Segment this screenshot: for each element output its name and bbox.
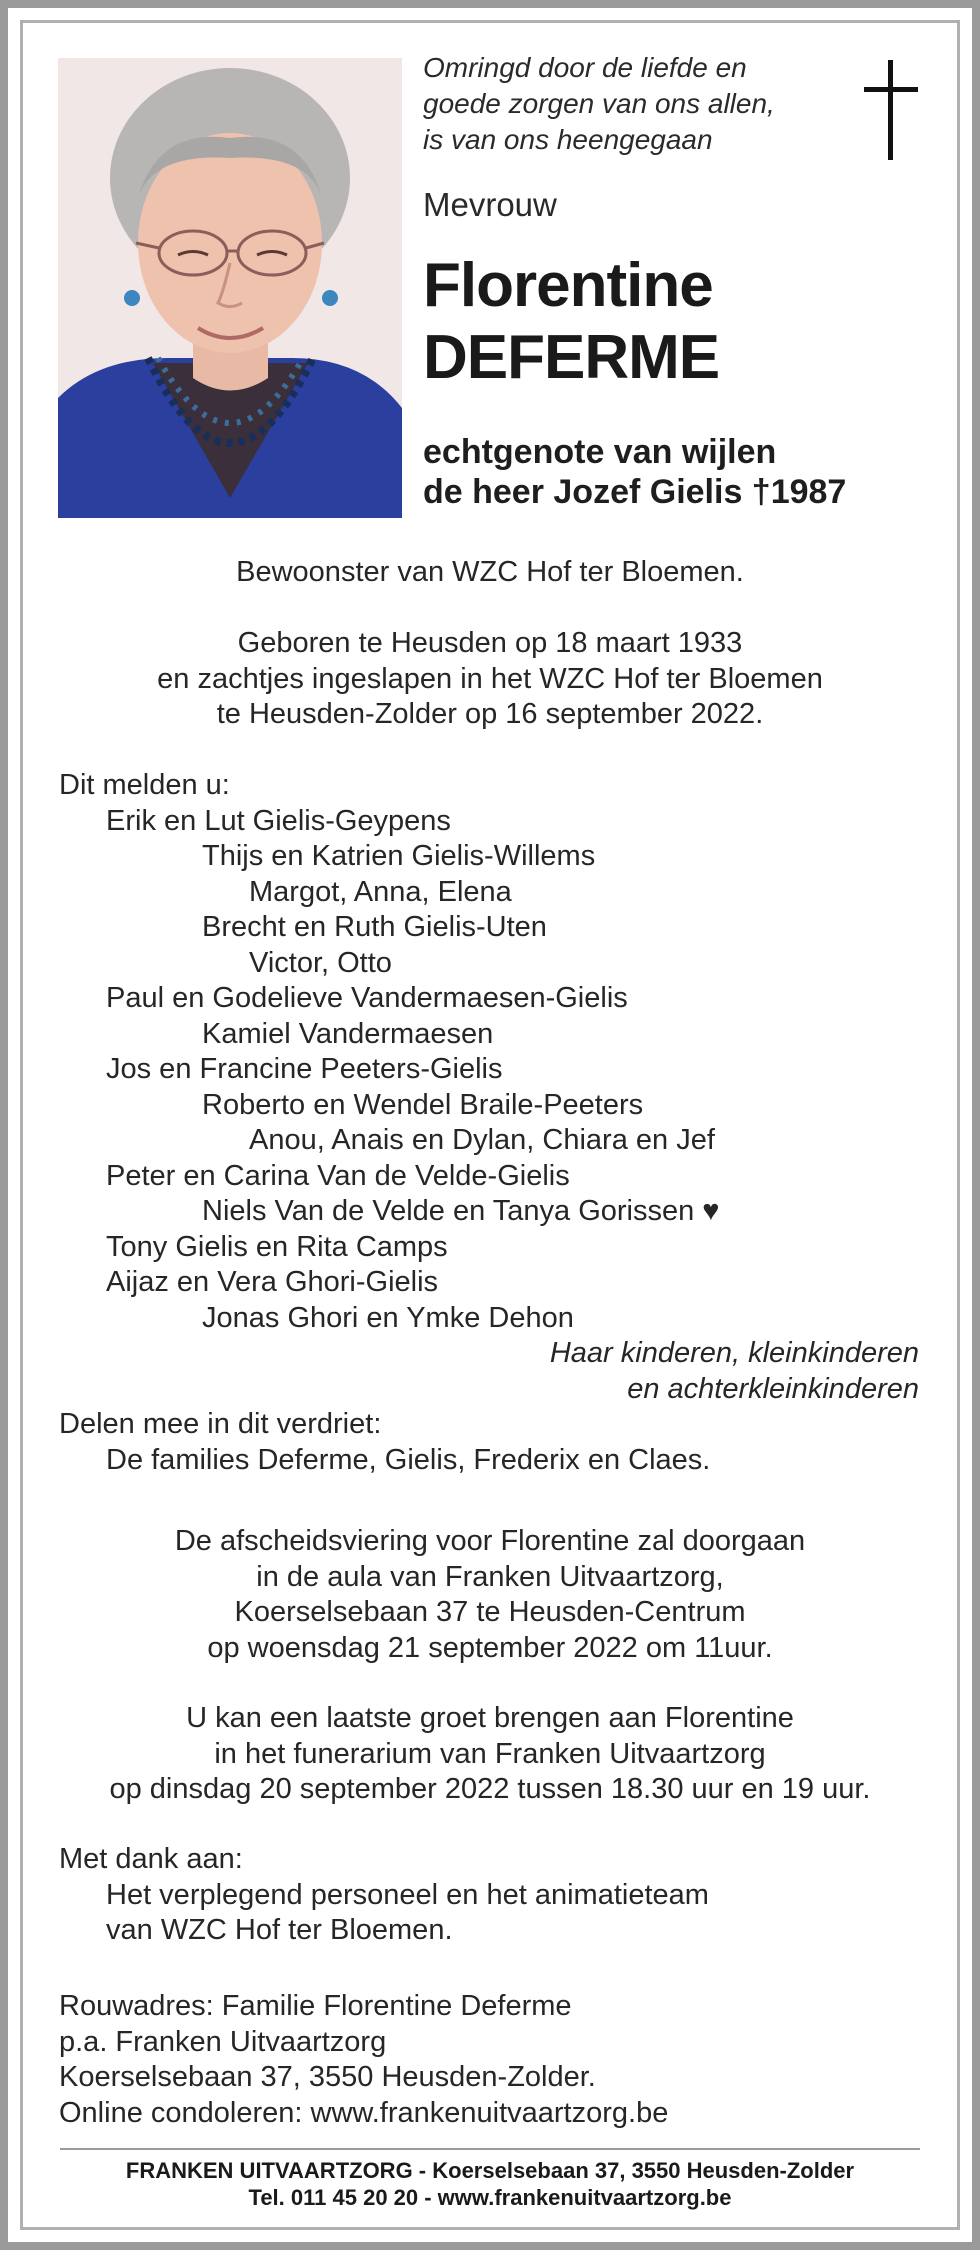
visitation-line: in het funerarium van Franken Uitvaartzorg <box>214 1737 766 1770</box>
first-name: Florentine <box>423 251 713 320</box>
family-member: Brecht en Ruth Gielis-Uten <box>202 911 547 943</box>
family-member: Victor, Otto <box>249 946 392 979</box>
footer-line: Tel. 011 45 20 20 - www.frankenuitvaartzorg.be <box>248 2185 732 2210</box>
spouse-line: echtgenote van wijlen <box>423 433 777 471</box>
family-member: Tony Gielis en Rita Camps <box>106 1230 448 1263</box>
spouse-info <box>423 432 846 512</box>
signoff-line: Haar kinderen, kleinkinderen <box>549 1337 919 1369</box>
ceremony-line: in de aula van Franken Uitvaartzorg, <box>256 1560 724 1593</box>
ceremony-line: op woensdag 21 september 2022 om 11uur. <box>207 1631 773 1664</box>
ceremony-line: Koerselsebaan 37 te Heusden-Centrum <box>234 1596 746 1628</box>
visitation-line: op dinsdag 20 september 2022 tussen 18.30 uur en 19 uur. <box>109 1773 871 1805</box>
ceremony-info <box>40 1524 940 1666</box>
last-name: DEFERME <box>423 323 720 392</box>
birth-death-info <box>40 626 940 733</box>
contact-line: p.a. Franken Uitvaartzorg <box>59 2025 387 2058</box>
thanks-section <box>59 1842 919 1949</box>
contact-section <box>59 1989 919 2131</box>
thanks-heading: Met dank aan: <box>59 1843 243 1875</box>
contact-line: Online condoleren: www.frankenuitvaartzorg.be <box>59 2096 669 2129</box>
footer-line: FRANKEN UITVAARTZORG - Koerselsebaan 37, 3550 Heusden-Zolder <box>125 2158 855 2183</box>
family-member: Roberto en Wendel Braile-Peeters <box>202 1088 644 1121</box>
birth-death-line: te Heusden-Zolder op 16 september 2022. <box>216 698 764 730</box>
birth-death-line: Geboren te Heusden op 18 maart 1933 <box>237 627 743 659</box>
cross-icon <box>862 60 922 160</box>
family-member: Jonas Ghori en Ymke Dehon <box>202 1301 574 1334</box>
signoff-line: en achterkleinkinderen <box>627 1372 919 1405</box>
intro-line: Omringd door de liefde en <box>423 52 747 83</box>
honorific: Mevrouw <box>423 186 557 223</box>
announcement-heading: Dit melden u: <box>59 769 230 801</box>
intro-text <box>423 50 843 158</box>
visitation-line: U kan een laatste groet brengen aan Florentine <box>186 1702 794 1734</box>
thanks-line: van WZC Hof ter Bloemen. <box>106 1914 453 1946</box>
family-member: Niels Van de Velde en Tanya Gorissen ♥ <box>202 1195 720 1227</box>
thanks-line: Het verplegend personeel en het animatieteam <box>106 1878 709 1911</box>
birth-death-line: en zachtjes ingeslapen in het WZC Hof ter Bloemen <box>157 662 823 695</box>
share-heading: Delen mee in dit verdriet: <box>59 1408 382 1440</box>
family-member: Peter en Carina Van de Velde-Gielis <box>106 1159 570 1192</box>
contact-line: Koerselsebaan 37, 3550 Heusden-Zolder. <box>59 2061 596 2093</box>
visitation-info <box>40 1701 940 1808</box>
family-member: Erik en Lut Gielis-Geypens <box>106 804 451 837</box>
family-member: Anou, Anais en Dylan, Chiara en Jef <box>249 1124 715 1156</box>
deceased-name <box>423 250 719 394</box>
family-member: Thijs en Katrien Gielis-Willems <box>202 840 596 872</box>
ceremony-line: De afscheidsviering voor Florentine zal doorgaan <box>174 1525 806 1557</box>
family-member: Kamiel Vandermaesen <box>202 1017 494 1050</box>
portrait-photo <box>58 58 402 518</box>
family-list <box>59 804 919 1337</box>
spouse-line: de heer Jozef Gielis †1987 <box>423 473 847 511</box>
family-member: Aijaz en Vera Ghori-Gielis <box>106 1266 439 1298</box>
share-text: De families Deferme, Gielis, Frederix en Claes. <box>106 1443 711 1476</box>
family-member: Margot, Anna, Elena <box>249 875 512 908</box>
contact-line: Rouwadres: Familie Florentine Deferme <box>59 1990 572 2022</box>
intro-line: goede zorgen van ons allen, <box>423 88 775 119</box>
residence: Bewoonster van WZC Hof ter Bloemen. <box>236 556 744 588</box>
funeral-home-footer <box>40 2157 940 2211</box>
footer-divider <box>60 2148 920 2150</box>
family-member: Paul en Godelieve Vandermaesen-Gielis <box>106 982 628 1014</box>
intro-line: is van ons heengegaan <box>423 124 713 155</box>
family-member: Jos en Francine Peeters-Gielis <box>106 1053 503 1085</box>
announcement <box>59 768 919 1478</box>
